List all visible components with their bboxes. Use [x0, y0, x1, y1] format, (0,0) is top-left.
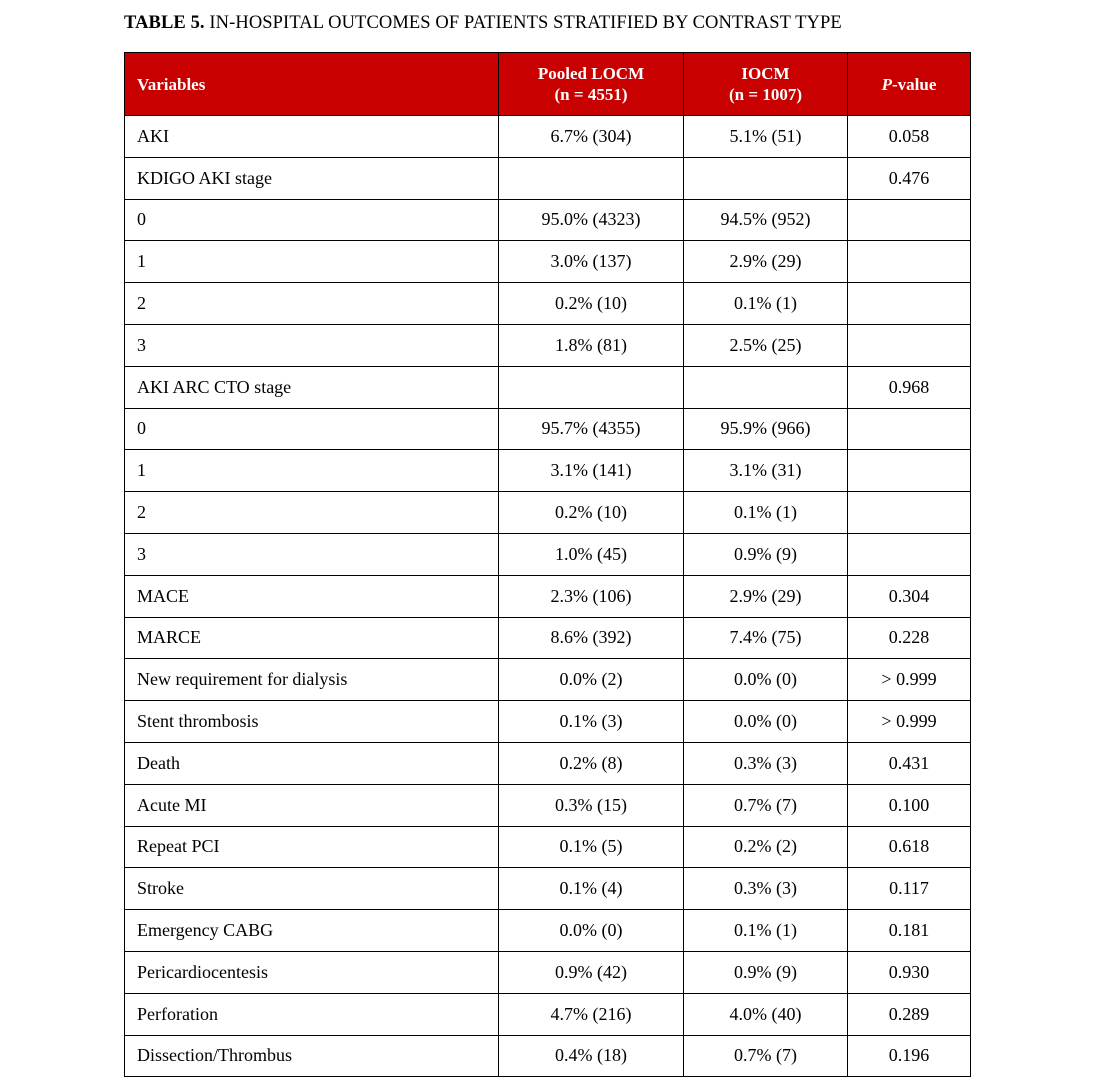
cell-variable: 2	[125, 283, 499, 325]
cell-p-value: > 0.999	[848, 659, 971, 701]
cell-iocm: 0.9% (9)	[684, 951, 848, 993]
cell-iocm: 2.5% (25)	[684, 324, 848, 366]
table-row	[125, 116, 971, 158]
cell-p-value: 0.228	[848, 617, 971, 659]
cell-p-value: 0.181	[848, 910, 971, 952]
column-header-p-value-label: -value	[892, 74, 937, 94]
column-header-iocm	[684, 53, 848, 116]
table-row	[125, 868, 971, 910]
cell-p-value: > 0.999	[848, 701, 971, 743]
cell-pooled-locm	[499, 157, 684, 199]
cell-p-value	[848, 450, 971, 492]
cell-pooled-locm	[499, 366, 684, 408]
in-hospital-outcomes-table	[124, 52, 971, 1077]
table-body	[125, 116, 971, 1077]
table-row	[125, 659, 971, 701]
cell-iocm: 5.1% (51)	[684, 116, 848, 158]
table-row	[125, 533, 971, 575]
column-header-pooled-locm-n: (n = 4551)	[554, 85, 628, 104]
cell-pooled-locm: 0.0% (0)	[499, 910, 684, 952]
cell-variable: Emergency CABG	[125, 910, 499, 952]
cell-pooled-locm: 0.2% (10)	[499, 492, 684, 534]
cell-iocm: 3.1% (31)	[684, 450, 848, 492]
cell-p-value: 0.431	[848, 742, 971, 784]
cell-variable: 3	[125, 533, 499, 575]
cell-p-value: 0.968	[848, 366, 971, 408]
table-row	[125, 910, 971, 952]
table-row	[125, 450, 971, 492]
cell-p-value: 0.304	[848, 575, 971, 617]
cell-pooled-locm: 95.0% (4323)	[499, 199, 684, 241]
table-row	[125, 283, 971, 325]
column-header-iocm-n: (n = 1007)	[729, 85, 802, 104]
cell-p-value: 0.476	[848, 157, 971, 199]
cell-pooled-locm: 0.2% (10)	[499, 283, 684, 325]
cell-variable: KDIGO AKI stage	[125, 157, 499, 199]
cell-iocm: 4.0% (40)	[684, 993, 848, 1035]
cell-p-value: 0.930	[848, 951, 971, 993]
cell-variable: MACE	[125, 575, 499, 617]
table-header	[125, 53, 971, 116]
table-row	[125, 826, 971, 868]
cell-iocm: 0.3% (3)	[684, 868, 848, 910]
table-row	[125, 951, 971, 993]
cell-p-value	[848, 533, 971, 575]
cell-iocm: 7.4% (75)	[684, 617, 848, 659]
cell-pooled-locm: 3.1% (141)	[499, 450, 684, 492]
cell-pooled-locm: 2.3% (106)	[499, 575, 684, 617]
cell-iocm: 0.7% (7)	[684, 784, 848, 826]
cell-pooled-locm: 0.1% (5)	[499, 826, 684, 868]
cell-iocm: 0.0% (0)	[684, 659, 848, 701]
table-row	[125, 199, 971, 241]
cell-variable: 0	[125, 199, 499, 241]
cell-variable: Repeat PCI	[125, 826, 499, 868]
cell-pooled-locm: 1.8% (81)	[499, 324, 684, 366]
cell-variable: Stent thrombosis	[125, 701, 499, 743]
table-row	[125, 784, 971, 826]
column-header-variables	[125, 53, 499, 116]
cell-iocm: 0.1% (1)	[684, 910, 848, 952]
cell-p-value	[848, 408, 971, 450]
column-header-pooled-locm	[499, 53, 684, 116]
cell-p-value	[848, 283, 971, 325]
cell-iocm: 2.9% (29)	[684, 241, 848, 283]
cell-pooled-locm: 0.1% (3)	[499, 701, 684, 743]
table-row	[125, 492, 971, 534]
column-header-p-value	[848, 53, 971, 116]
cell-pooled-locm: 0.4% (18)	[499, 1035, 684, 1077]
cell-variable: 0	[125, 408, 499, 450]
cell-variable: Death	[125, 742, 499, 784]
table-title-text: IN-HOSPITAL OUTCOMES OF PATIENTS STRATIFIED BY CONTRAST TYPE	[204, 13, 842, 33]
cell-iocm	[684, 157, 848, 199]
cell-p-value: 0.117	[848, 868, 971, 910]
table-row	[125, 575, 971, 617]
table-number-label: TABLE 5.	[124, 13, 205, 33]
cell-pooled-locm: 3.0% (137)	[499, 241, 684, 283]
cell-pooled-locm: 0.9% (42)	[499, 951, 684, 993]
column-header-pooled-locm-label: Pooled LOCM	[537, 64, 645, 83]
cell-variable: Pericardiocentesis	[125, 951, 499, 993]
column-header-variables-label: Variables	[137, 74, 206, 94]
table-caption	[124, 11, 974, 35]
cell-iocm: 0.0% (0)	[684, 701, 848, 743]
table-row	[125, 157, 971, 199]
table-row	[125, 617, 971, 659]
cell-iocm: 0.3% (3)	[684, 742, 848, 784]
cell-p-value	[848, 241, 971, 283]
cell-iocm: 0.1% (1)	[684, 492, 848, 534]
cell-p-value	[848, 324, 971, 366]
table-row	[125, 408, 971, 450]
table-row	[125, 241, 971, 283]
cell-iocm: 0.7% (7)	[684, 1035, 848, 1077]
cell-iocm: 0.1% (1)	[684, 283, 848, 325]
table-row	[125, 993, 971, 1035]
cell-variable: Perforation	[125, 993, 499, 1035]
cell-variable: 3	[125, 324, 499, 366]
cell-pooled-locm: 8.6% (392)	[499, 617, 684, 659]
table-row	[125, 701, 971, 743]
cell-variable: 2	[125, 492, 499, 534]
cell-p-value	[848, 199, 971, 241]
cell-pooled-locm: 1.0% (45)	[499, 533, 684, 575]
cell-pooled-locm: 0.0% (2)	[499, 659, 684, 701]
cell-iocm: 0.9% (9)	[684, 533, 848, 575]
cell-pooled-locm: 6.7% (304)	[499, 116, 684, 158]
cell-p-value: 0.196	[848, 1035, 971, 1077]
table-row	[125, 1035, 971, 1077]
cell-pooled-locm: 0.1% (4)	[499, 868, 684, 910]
cell-iocm: 95.9% (966)	[684, 408, 848, 450]
cell-variable: AKI	[125, 116, 499, 158]
cell-iocm: 0.2% (2)	[684, 826, 848, 868]
cell-iocm	[684, 366, 848, 408]
cell-p-value: 0.289	[848, 993, 971, 1035]
column-header-iocm-label: IOCM	[741, 64, 790, 83]
column-header-p-symbol: P	[881, 74, 892, 94]
cell-variable: 1	[125, 241, 499, 283]
cell-pooled-locm: 95.7% (4355)	[499, 408, 684, 450]
cell-iocm: 2.9% (29)	[684, 575, 848, 617]
table-row	[125, 742, 971, 784]
table-row	[125, 324, 971, 366]
cell-variable: Acute MI	[125, 784, 499, 826]
cell-p-value: 0.058	[848, 116, 971, 158]
cell-pooled-locm: 0.2% (8)	[499, 742, 684, 784]
table-header-row	[125, 53, 971, 116]
table-row	[125, 366, 971, 408]
cell-iocm: 94.5% (952)	[684, 199, 848, 241]
cell-p-value: 0.618	[848, 826, 971, 868]
cell-variable: New requirement for dialysis	[125, 659, 499, 701]
cell-variable: AKI ARC CTO stage	[125, 366, 499, 408]
cell-pooled-locm: 4.7% (216)	[499, 993, 684, 1035]
cell-variable: 1	[125, 450, 499, 492]
cell-p-value	[848, 492, 971, 534]
cell-variable: Dissection/Thrombus	[125, 1035, 499, 1077]
cell-pooled-locm: 0.3% (15)	[499, 784, 684, 826]
cell-variable: MARCE	[125, 617, 499, 659]
cell-p-value: 0.100	[848, 784, 971, 826]
cell-variable: Stroke	[125, 868, 499, 910]
